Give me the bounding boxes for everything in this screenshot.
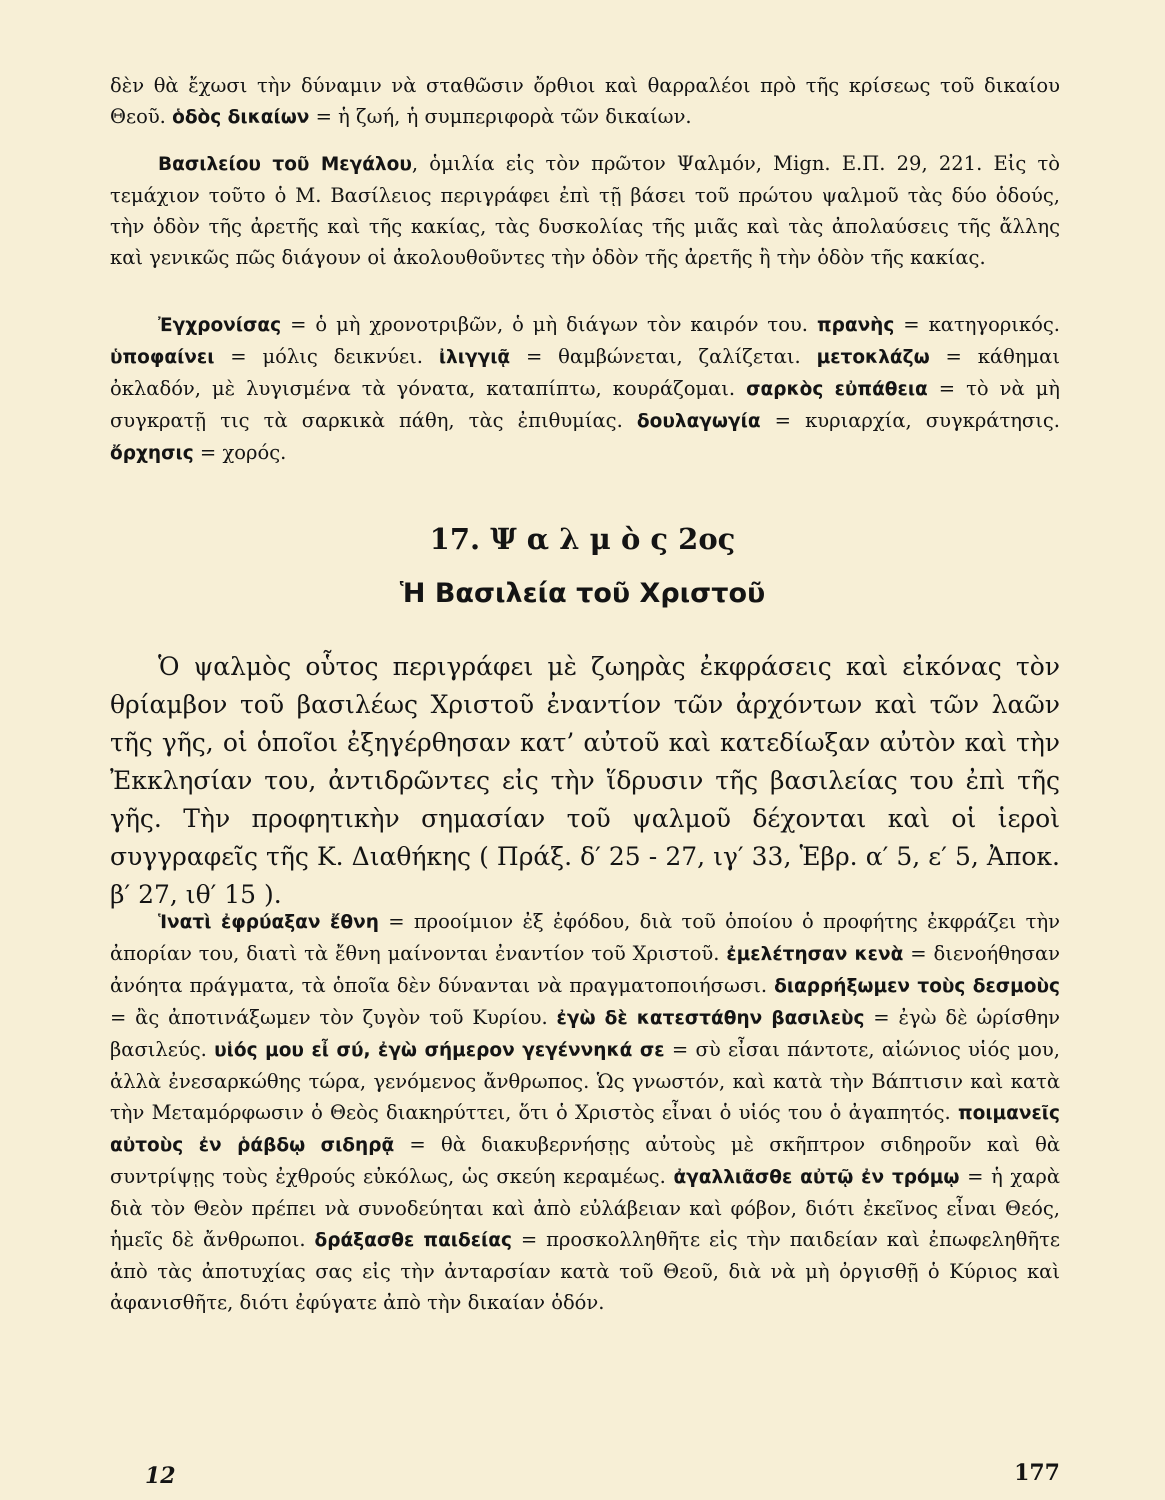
psalm-introduction xyxy=(110,648,1060,914)
glossary-term: διαρρήξωμεν τοὺς δεσμοὺς xyxy=(774,976,1060,997)
glossary-term: Ἐγχρονίσας xyxy=(158,315,282,336)
text-run: = θαμβώνεται, ζαλίζεται. xyxy=(510,345,817,368)
text-run: = σὺ εἶσαι πάντοτε, αἰώνιος υἱός μου, ἀλλὰ ἐνεσαρκώθης τώρα, γενόμενος ἄνθρωπος. Ὡς γνωστόν, καὶ κατὰ τὴν Βάπτισιν καὶ κατὰ τὴν Μεταμόρφωσιν ὁ Θεὸς διακηρύττει, ὅτι ὁ Χριστὸς εἶναι ὁ υἱός του ὁ ἀγαπητός. xyxy=(110,1038,1060,1124)
glossary-term: ἐμελέτησαν κενὰ xyxy=(726,944,904,965)
text-run: = κυριαρχία, συγκράτησις. xyxy=(760,409,1060,432)
text-run: = κατηγορικός. xyxy=(894,313,1060,336)
glossary-term: σαρκὸς εὐπάθεια xyxy=(746,379,928,400)
glossary-term: υἱός μου εἶ σύ, ἐγὼ σήμερον γεγέννηκά σε xyxy=(214,1040,665,1061)
text-run: = ἐγὼ δὲ ὡρίσθην βασιλεύς. xyxy=(110,1006,1060,1061)
text-run: , ὁμιλία εἰς τὸν πρῶτον Ψαλμόν, Mign. Ε.Π. 29, 221. Εἰς τὸ τεμάχιον τοῦτο ὁ Μ. Βασίλειος περιγράφει ἐπὶ τῇ βάσει τοῦ πρώτου ψαλμοῦ τὰς δύο ὁδούς, τὴν ὁδὸν τῆς ἀρετῆς καὶ τῆς κακίας, τὰς δυσκολίας τῆς μιᾶς καὶ τὰς ἀπολαύσεις τῆς ἄλλης καὶ γενικῶς πῶς διάγουν οἱ ἀκολουθοῦντες τὴν ὁδὸν τῆς ἀρετῆς ἢ τὴν ὁδὸν τῆς κακίας. xyxy=(110,152,1060,269)
glossary-term: μετοκλάζω xyxy=(816,347,930,368)
glossary-term: πρανὴς xyxy=(816,315,895,336)
paragraph-glossary-1 xyxy=(110,309,1060,469)
glossary-term: ἀγαλλιᾶσθε αὐτῷ ἐν τρόμῳ xyxy=(673,1167,960,1188)
paragraph-glossary-2 xyxy=(110,906,1060,1318)
text-run: = χορός. xyxy=(193,441,287,464)
footer-signature: 12 xyxy=(145,1463,176,1489)
text-run: = προσκολληθῆτε εἰς τὴν παιδείαν καὶ ἐπωφεληθῆτε ἀπὸ τὰς ἀποτυχίας σας εἰς τὴν ἀνταρσίαν κατὰ τοῦ Θεοῦ, διὰ νὰ μὴ ὀργισθῇ ὁ Κύριος καὶ ἀφανισθῆτε, διότι ἐφύγατε ἀπὸ τὴν δικαίαν ὁδόν. xyxy=(110,1228,1060,1314)
text-run: = ἡ ζωή, ἡ συμπεριφορὰ τῶν δικαίων. xyxy=(309,105,692,128)
glossary-term: Ἱνατὶ ἐφρύαξαν ἔθνη xyxy=(158,912,379,933)
glossary-term: ἰλιγγιᾷ xyxy=(438,347,511,368)
glossary-term: ποιμανεῖς αὐτοὺς ἐν ῥάβδῳ σιδηρᾷ xyxy=(110,1103,1060,1156)
text-run: δὲν θὰ ἔχωσι τὴν δύναμιν νὰ σταθῶσιν ὄρθιοι καὶ θαρραλέοι πρὸ τῆς κρίσεως τοῦ δικαίου Θεοῦ. xyxy=(110,74,1060,128)
text-run: = κάθημαι ὀκλαδόν, μὲ λυγισμένα τὰ γόνατα, καταπίπτω, κουράζομαι. xyxy=(110,345,1060,400)
text-run: Ὁ ψαλμὸς οὗτος περιγράφει μὲ ζωηρὰς ἐκφράσεις καὶ εἰκόνας τὸν θρίαμβον τοῦ βασιλέως Χριστοῦ ἐναντίον τῶν ἀρχόντων καὶ τῶν λαῶν τῆς γῆς, οἱ ὁποῖοι ἐξηγέρθησαν κατ’ αὐτοῦ καὶ κατεδίωξαν αὐτὸν καὶ τὴν Ἐκκλησίαν του, ἀντιδρῶντες εἰς τὴν ἵδρυσιν τῆς βασιλείας του ἐπὶ τῆς γῆς. Τὴν προφητικὴν σημασίαν τοῦ ψαλμοῦ δέχονται καὶ οἱ ἱεροὶ συγγραφεῖς τῆς Κ. Διαθήκης ( Πράξ. δ′ 25 - 27, ιγ′ 33, Ἑβρ. α′ 5, ε′ 5, Ἀποκ. β′ 27, ιθ′ 15 ). xyxy=(110,652,1060,909)
glossary-term: ὁδὸς δικαίων xyxy=(172,107,310,128)
glossary-term: Βασιλείου τοῦ Μεγάλου xyxy=(158,154,412,175)
text-run: = τὸ νὰ μὴ συγκρατῇ τις τὰ σαρκικὰ πάθη, τὰς ἐπιθυμίας. xyxy=(110,377,1060,432)
glossary-term: δράξασθε παιδείας xyxy=(314,1230,512,1251)
page-number: 177 xyxy=(1014,1460,1060,1486)
paragraph-continuation xyxy=(110,70,1060,133)
glossary-term: ὄρχησις xyxy=(110,443,194,464)
text-run: = ἡ χαρὰ διὰ τὸν Θεὸν πρέπει νὰ συνοδεύηται καὶ ἀπὸ εὐλάβειαν καὶ φόβον, διότι ἐκεῖνος εἶναι Θεός, ἡμεῖς δὲ ἄνθρωποι. xyxy=(110,1165,1060,1251)
text-run: = προοίμιον ἐξ ἐφόδου, διὰ τοῦ ὁποίου ὁ προφήτης ἐκφράζει τὴν ἀπορίαν του, διατὶ τὰ ἔθνη μαίνονται ἐναντίον τοῦ Χριστοῦ. xyxy=(110,910,1060,965)
glossary-term: ὑποφαίνει xyxy=(110,347,215,368)
glossary-term: δουλαγωγία xyxy=(636,411,761,432)
text-run: = μόλις δεικνύει. xyxy=(214,345,439,368)
text-run: = ὁ μὴ χρονοτριβῶν, ὁ μὴ διάγων τὸν καιρόν του. xyxy=(281,313,817,336)
section-subtitle: Ἡ Βασιλεία τοῦ Χριστοῦ xyxy=(399,578,766,609)
glossary-term: ἐγὼ δὲ κατεστάθην βασιλεὺς xyxy=(556,1008,865,1029)
text-run: = θὰ διακυβερνήσῃς αὐτοὺς μὲ σκῆπτρον σιδηροῦν καὶ θὰ συντρίψῃς τοὺς ἐχθρούς εὐκόλως, ὡς σκεύη κεραμέως. xyxy=(110,1133,1060,1188)
text-run: = διενοήθησαν ἀνόητα πράγματα, τὰ ὁποῖα δὲν δύνανται νὰ πραγματοποιήσωσι. xyxy=(110,942,1060,997)
paragraph-basil-reference xyxy=(110,148,1060,273)
section-heading: 17. Ψ α λ μ ὸ ς 2ος xyxy=(429,522,736,556)
text-run: = ἂς ἀποτινάξωμεν τὸν ζυγὸν τοῦ Κυρίου. xyxy=(110,1006,557,1029)
